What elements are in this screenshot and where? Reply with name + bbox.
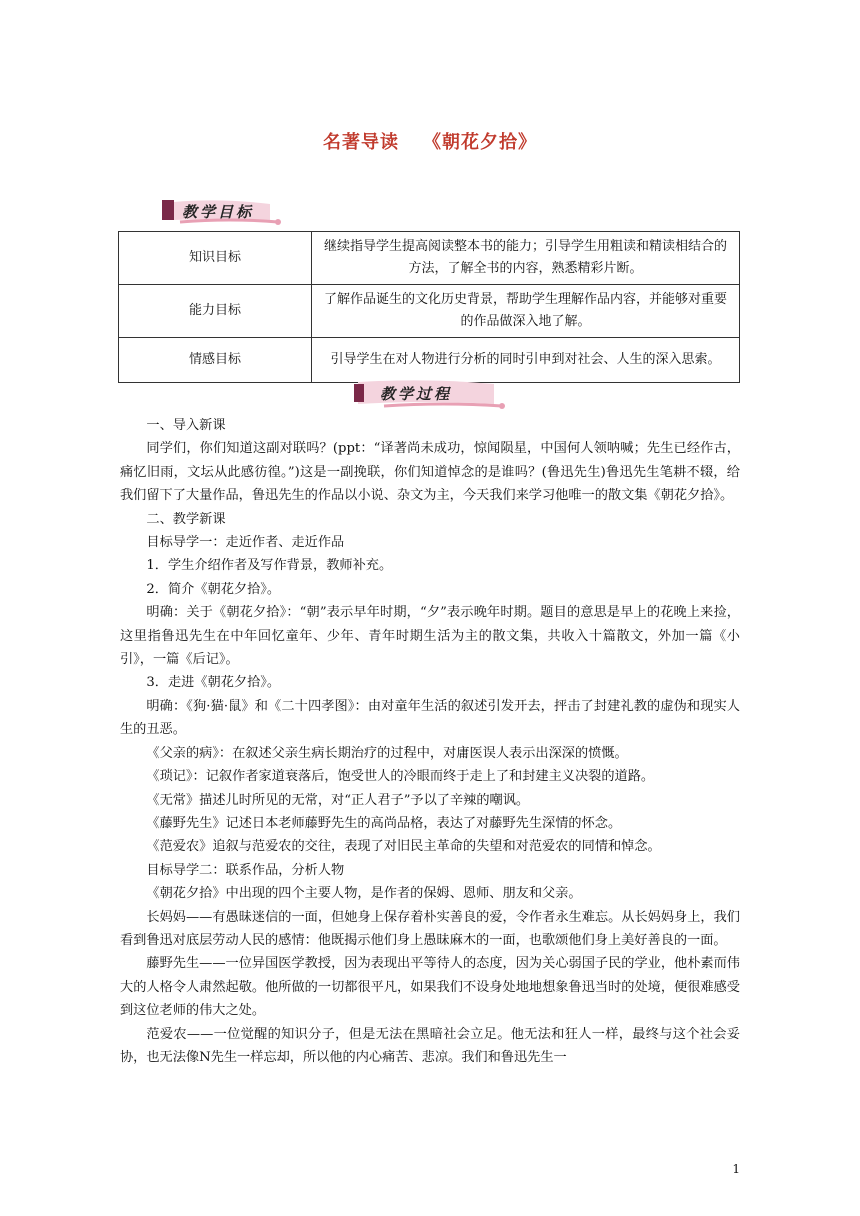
paragraph: 同学们，你们知道这副对联吗？(ppt：“译著尚未成功，惊闻陨星，中国何人领呐喊；先生已经作古，痛忆旧雨，文坛从此感彷徨。”)这是一副挽联，你们知道悼念的是谁吗？(鲁迅先生)鲁迅先生笔耕不辍，给我们留下了大量作品，鲁迅先生的作品以小说、杂文为主，今天我们来学习他唯一的散文集《朝花夕拾》。	[120, 441, 740, 504]
paragraph: 明确：《狗·猫·鼠》和《二十四孝图》：由对童年生活的叙述引发开去，抨击了封建礼教的虚伪和现实人生的丑恶。	[120, 698, 740, 738]
paragraph: 2．简介《朝花夕拾》。	[146, 581, 281, 597]
paragraph: 藤野先生——一位异国医学教授，因为表现出平等待人的态度，因为关心弱国子民的学业，他朴素而伟大的人格令人肃然起敬。他所做的一切都很平凡，如果我们不设身处地地想象鲁迅当时的处境，便很难感受到这位老师的伟大之处。	[120, 956, 740, 1019]
paragraph: 一、导入新课	[146, 418, 226, 433]
paragraph: 长妈妈——有愚昧迷信的一面，但她身上保存着朴实善良的爱，令作者永生难忘。从长妈妈身上，我们看到鲁迅对底层劳动人民的感情：他既揭示他们身上愚昧麻木的一面，也歌颂他们身上美好善良的一面。	[120, 909, 740, 948]
table-row	[119, 285, 740, 338]
page-title	[0, 128, 860, 154]
objectives-badge	[160, 196, 284, 230]
paragraph: 范爱农——一位觉醒的知识分子，但是无法在黑暗社会立足。他无法和狂人一样，最终与这个社会妥协，也无法像N先生一样忘却，所以他的内心痛苦、悲凉。我们和鲁迅先生一	[120, 1026, 740, 1065]
paragraph: 《琐记》：记叙作者家道衰落后，饱受世人的冷眼而终于走上了和封建主义决裂的道路。	[146, 769, 655, 785]
goal-content: 了解作品诞生的文化历史背景，帮助学生理解作品内容，并能够对重要的作品做深入地了解。	[312, 285, 740, 338]
goal-content: 继续指导学生提高阅读整本书的能力；引导学生用粗读和精读相结合的方法，了解全书的内容，熟悉精彩片断。	[312, 232, 740, 285]
goal-content: 引导学生在对人物进行分析的同时引申到对社会、人生的深入思索。	[312, 338, 740, 383]
paragraph: 3．走进《朝花夕拾》。	[146, 675, 281, 691]
page-number: 1	[732, 1162, 740, 1176]
process-badge-label: 教学过程	[380, 385, 453, 403]
paragraph: 《父亲的病》：在叙述父亲生病长期治疗的过程中，对庸医误人表示出深深的愤慨。	[146, 745, 628, 761]
paragraph: 《范爱农》追叙与范爱农的交往，表现了对旧民主革命的失望和对范爱农的同情和悼念。	[146, 839, 661, 855]
objectives-badge-label: 教学目标	[182, 203, 255, 221]
paragraph: 《藤野先生》记述日本老师藤野先生的高尚品格，表达了对藤野先生深情的怀念。	[146, 815, 622, 831]
goal-label: 知识目标	[119, 232, 312, 285]
goal-label: 情感目标	[119, 338, 312, 383]
process-badge	[354, 378, 506, 412]
lesson-body	[120, 414, 740, 1069]
goals-table	[118, 231, 740, 383]
title-book: 《朝花夕拾》	[423, 132, 537, 153]
paragraph: 1．学生介绍作者及写作背景，教师补充。	[146, 558, 393, 574]
title-main: 名著导读	[323, 132, 399, 153]
paragraph: 目标导学一：走近作者、走近作品	[146, 535, 345, 551]
paragraph: 明确：关于《朝花夕拾》：“朝”表示早年时期，“夕”表示晚年时期。题目的意思是早上的花晚上来捡，这里指鲁迅先生在中年回忆童年、少年、青年时期生活为主的散文集，共收入十篇散文，外加一篇《小引》，一篇《后记》。	[120, 605, 740, 668]
paragraph: 二、教学新课	[146, 511, 226, 527]
paragraph: 《无常》描述儿时所见的无常，对“正人君子”予以了辛辣的嘲讽。	[146, 792, 530, 808]
table-row	[119, 232, 740, 285]
paragraph: 《朝花夕拾》中出现的四个主要人物，是作者的保姆、恩师、朋友和父亲。	[146, 886, 582, 902]
goal-label: 能力目标	[119, 285, 312, 338]
table-row	[119, 338, 740, 383]
paragraph: 目标导学二：联系作品，分析人物	[146, 862, 345, 878]
